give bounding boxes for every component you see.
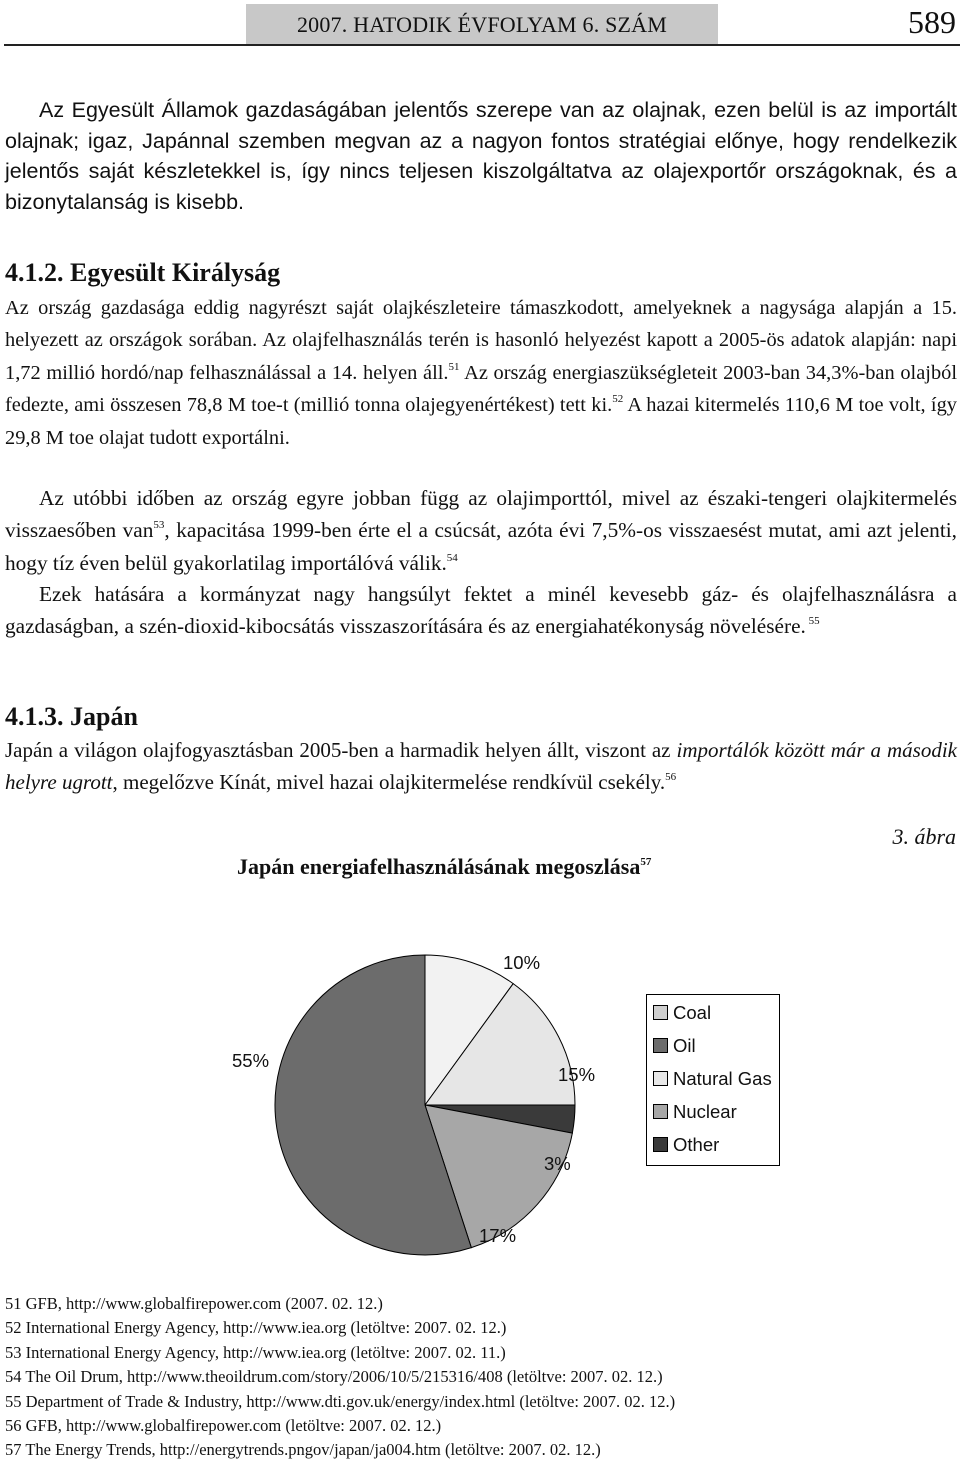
intro-text: Az Egyesült Államok gazdaságában jelentős szerepe van az olajnak, ezen belül is az importált olajnak; igaz, Japánnal szemben megvan az a nagyon fontos stratégiai előnye, hogy rendelkezik jelentős saját készletekkel is, így nincs teljesen kiszolgáltatva az olajexportőr országoknak, és a bizonytalanság is kisebb. [5, 98, 957, 214]
uk-paragraph-2 [5, 482, 957, 579]
legend-swatch [653, 1104, 668, 1119]
chart-legend [646, 994, 780, 1166]
japan-text-b: , megelőzve Kínát, mivel hazai olajkitermelése rendkívül csekély. [112, 770, 666, 795]
footnote-ref-52: 52 [612, 393, 624, 406]
footnote-ref-55: 55 [805, 615, 820, 628]
uk-paragraph-1 [5, 292, 957, 454]
uk-p1-text-a: Az ország gazdasága eddig nagyrészt saját olajkészleteire támaszkodott, amelyeknek a nagysága alapján a 15. helyezett az országok sorában. Az olajfelhasználás terén is hasonló helyezést kapott a 2005-ös adatok alapján: napi 1,72 millió hordó/nap felhasználással a 14. helyen áll. [5, 297, 957, 384]
footnote-57: 57 The Energy Trends, http://energytrends.pngov/japan/ja004.htm (letöltve: 2007. 02. 12.) [5, 1440, 601, 1460]
legend-label: Coal [673, 1002, 712, 1023]
uk-paragraph-3 [5, 578, 957, 643]
legend-swatch [653, 1038, 668, 1053]
figure-label: 3. ábra [892, 824, 956, 849]
footnote-54: 54 The Oil Drum, http://www.theoildrum.com/story/2006/10/5/215316/408 (letöltve: 2007. 02. 12.) [5, 1367, 663, 1387]
legend-label: Oil [673, 1035, 696, 1056]
figure-title-text: Japán energiafelhasználásának megoszlása [237, 854, 641, 879]
legend-label: Nuclear [673, 1101, 737, 1122]
footnotes [5, 1292, 955, 1463]
pie-label-15: 15% [558, 1064, 596, 1085]
section-heading-uk: 4.1.2. Egyesült Királyság [5, 258, 281, 287]
uk-p2-text-a: Az utóbbi időben az ország egyre jobban függ az olajimporttól, mivel az északi-tengeri olajkitermelés visszaesőben van [5, 486, 957, 543]
footnote-52: 52 International Energy Agency, http://www.iea.org (letöltve: 2007. 02. 12.) [5, 1318, 507, 1338]
pie-label-17: 17% [479, 1225, 517, 1246]
footnote-ref-51: 51 [448, 360, 460, 373]
legend-label: Other [673, 1134, 720, 1155]
footnote-ref-57: 57 [640, 856, 652, 868]
uk-p2-text-b: , kapacitása 1999-ben érte el a csúcsát, azóta évi 7,5%-os visszaesést mutat, ami azt jelenti, hogy tíz éven belül gyakorlatilag importálóvá válik. [5, 518, 957, 575]
legend-label: Natural Gas [673, 1068, 772, 1089]
figure-title [237, 854, 651, 880]
japan-paragraph [5, 734, 957, 799]
legend-swatch [653, 1005, 668, 1020]
pie-chart [210, 940, 630, 1270]
footnote-ref-54: 54 [446, 551, 458, 564]
footnote-51: 51 GFB, http://www.globalfirepower.com (2007. 02. 12.) [5, 1294, 383, 1313]
footnote-ref-53: 53 [153, 519, 165, 532]
pie-label-10: 10% [503, 952, 541, 973]
footnote-53: 53 International Energy Agency, http://www.iea.org (letöltve: 2007. 02. 11.) [5, 1342, 506, 1362]
page-number: 589 [908, 4, 956, 40]
pie-label-3: 3% [544, 1153, 571, 1174]
uk-p1-text-c: A hazai kitermelés 110,6 M toe volt, így 29,8 M toe olajat tudott exportálni. [5, 394, 957, 449]
footnote-55: 55 Department of Trade & Industry, http://www.dti.gov.uk/energy/index.html (letöltve: 2007. 02. 12.) [5, 1391, 676, 1411]
section-heading-japan: 4.1.3. Japán [5, 702, 138, 731]
footnote-56: 56 GFB, http://www.globalfirepower.com (letöltve: 2007. 02. 12.) [5, 1416, 442, 1436]
legend-swatch [653, 1071, 668, 1086]
pie-label-55: 55% [232, 1050, 270, 1071]
intro-paragraph [5, 95, 957, 217]
legend-swatch [653, 1137, 668, 1152]
japan-text-a: Japán a világon olajfogyasztásban 2005-ben a harmadik helyen állt, viszont az [5, 738, 677, 762]
header-rule [4, 44, 960, 46]
uk-p3-text: Ezek hatására a kormányzat nagy hangsúlyt fektet a minél kevesebb gáz- és olajfelhasználásra a gazdaságban, a szén-dioxid-kibocsátás visszaszorítására és az energiahatékonyság növelésére. [5, 582, 957, 639]
journal-issue: 2007. HATODIK ÉVFOLYAM 6. SZÁM [296, 12, 668, 37]
footnote-ref-56: 56 [665, 771, 677, 784]
japan-text-italic: importálók között már a második helyre ugrott [5, 738, 957, 795]
uk-p1-text-b: Az ország energiaszükségleteit 2003-ban 34,3%-ban olajból fedezte, ami összesen 78,8 M toe-t (millió tonna olajegyenértékest) tett ki. [5, 361, 957, 417]
